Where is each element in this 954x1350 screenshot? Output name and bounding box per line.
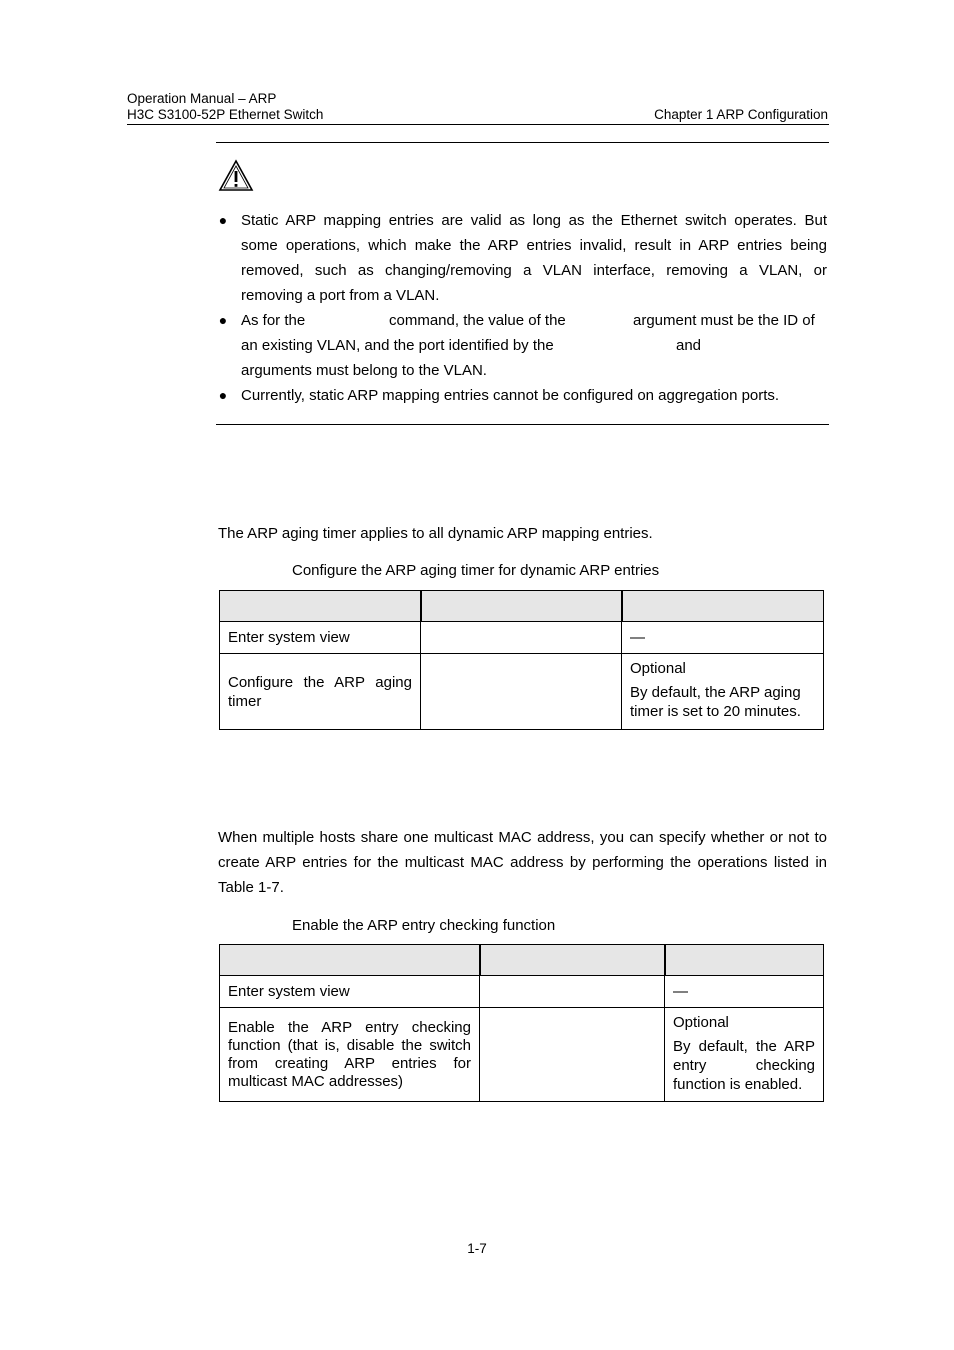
- description-cell: —: [665, 976, 824, 1008]
- table-row: [220, 654, 824, 730]
- header-chapter: Chapter 1 ARP Configuration: [654, 107, 828, 122]
- aging-table-caption: Configure the ARP aging timer for dynamic ARP entries: [292, 562, 660, 579]
- text-segment: argument must be the ID of: [633, 312, 815, 329]
- description-cell: —: [622, 622, 824, 654]
- text-line: removed, such as changing/removing a VLAN interface, removing a VLAN, or: [241, 262, 827, 279]
- caution-bullet-2: [218, 308, 827, 383]
- text-segment: an existing VLAN, and the port identified by the: [241, 337, 554, 354]
- header-rule: [127, 124, 829, 125]
- table-row: [220, 622, 824, 654]
- table-header-row: [220, 591, 824, 622]
- table-header-cell: [220, 945, 480, 976]
- command-cell: [421, 622, 622, 654]
- operation-cell: Enter system view: [220, 976, 480, 1008]
- text-segment: arguments must belong to the VLAN.: [241, 362, 487, 379]
- operation-cell: [220, 1008, 480, 1102]
- bullet-dot: ●: [218, 387, 228, 403]
- caution-bottom-rule: [216, 424, 829, 425]
- description-line: Optional: [673, 1014, 729, 1031]
- checking-table-caption: Enable the ARP entry checking function: [292, 917, 556, 934]
- text-segment: command, the value of the: [389, 312, 566, 329]
- aging-intro: The ARP aging timer applies to all dynamic ARP mapping entries.: [218, 525, 653, 542]
- text-line: removing a port from a VLAN.: [241, 287, 440, 304]
- operation-cell: Enter system view: [220, 622, 421, 654]
- warning-triangle-icon: [218, 159, 254, 193]
- description-cell: [622, 654, 824, 730]
- aging-table: [219, 590, 824, 730]
- command-cell: [480, 976, 665, 1008]
- checking-table: [219, 944, 824, 1102]
- table-header-cell: [220, 591, 421, 622]
- caution-bullet-3-text: Currently, static ARP mapping entries cannot be configured on aggregation ports.: [241, 387, 780, 404]
- bullet-dot: ●: [218, 312, 228, 328]
- caution-bullet-1-text: [241, 208, 827, 308]
- description-line: Optional: [630, 660, 686, 677]
- text-segment: and: [676, 337, 702, 354]
- checking-intro: When multiple hosts share one multicast MAC address, you can specify whether or not to create ARP entries for the multicast MAC address by performing the operations listed in Table 1-7.: [218, 829, 827, 896]
- table-row: [220, 976, 824, 1008]
- table-header-cell: [665, 945, 824, 976]
- table-row: [220, 1008, 824, 1102]
- table-header-cell: [480, 945, 665, 976]
- command-cell: [421, 654, 622, 730]
- header-product-name: H3C S3100-52P Ethernet Switch: [127, 107, 324, 122]
- table-header-cell: [421, 591, 622, 622]
- description-cell: [665, 1008, 824, 1102]
- operation-text: Enable the ARP entry checking function (that is, disable the switch from creating ARP entries for multicast MAC addresses): [228, 1018, 471, 1090]
- operation-text: Configure the ARP aging timer: [228, 673, 412, 710]
- table-header-row: [220, 945, 824, 976]
- table-header-cell: [622, 591, 824, 622]
- caution-top-rule: [216, 142, 829, 143]
- operation-cell: [220, 654, 421, 730]
- description-line: By default, the ARP aging timer is set to 20 minutes.: [630, 684, 801, 720]
- bullet-dot: ●: [218, 212, 228, 228]
- command-cell: [480, 1008, 665, 1102]
- text-segment: As for the: [241, 312, 306, 329]
- description-line: By default, the ARP entry checking function is enabled.: [673, 1038, 815, 1093]
- page-number: 1-7: [467, 1241, 487, 1256]
- text-line: some operations, which make the ARP entries invalid, result in ARP entries being: [241, 237, 827, 254]
- caution-bullet-1: [218, 208, 827, 308]
- header-manual-title: Operation Manual – ARP: [127, 91, 277, 106]
- text-line: Static ARP mapping entries are valid as long as the Ethernet switch operates. But: [241, 212, 827, 229]
- caution-bullet-3: [218, 383, 827, 408]
